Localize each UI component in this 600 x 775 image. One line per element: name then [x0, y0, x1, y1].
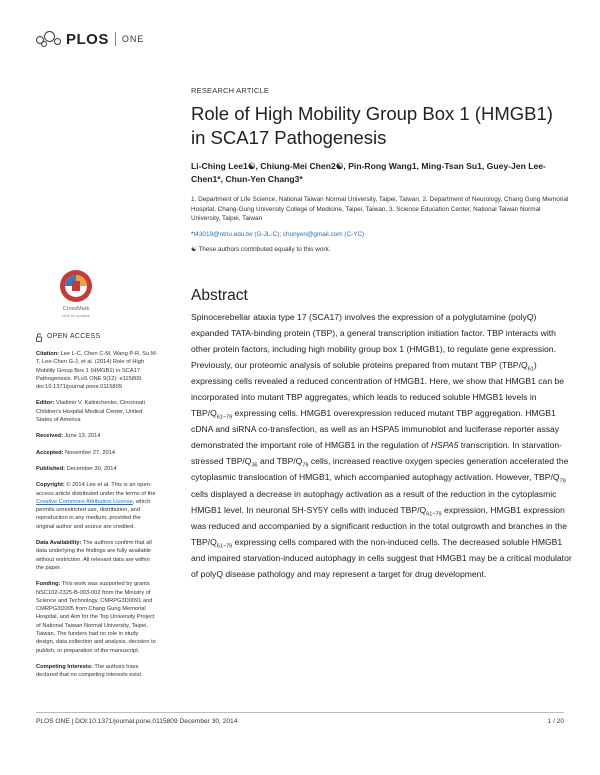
- email-prefix: *: [191, 231, 194, 238]
- abstract-heading: Abstract: [191, 287, 248, 304]
- article-type: RESEARCH ARTICLE: [191, 86, 270, 95]
- received-date: Received: June 13, 2014: [36, 433, 101, 440]
- editor-block: Editor: Vladimir V. Kalinichenko, Cincinnati Children's Hospital Medical Center, United States of America: [36, 400, 145, 424]
- open-access-label: OPEN ACCESS: [47, 333, 101, 341]
- license-link[interactable]: Creative Commons Attribution License: [36, 498, 133, 505]
- funding-block: Funding: This work was supported by grants NSC102-2325-B-003-002 from the Ministry of Science and Technology, CMRPG3D0091 and CMRPG3D005 from Chang Gung Memorial Hospital, and Aim for the Top University Project of National Taiwan Normal University, Taipei, Taiwan. The funders had no role in study design, data collection and analysis, decision to publish, or preparation of the manuscript.: [36, 581, 156, 654]
- abstract-body: Spinocerebellar ataxia type 17 (SCA17) involves the expression of a polyglutamine (polyQ) expanded TATA-binding protein (TBP), a general transcription initiation factor. TBP interacts with other protein factors, including high mobility group box 1 (HMGB1), to regulate gene expression. Previously, our proteomic analysis of soluble proteins prepared from mutant TBP $(TBP/Q_{61})$ expressing cells revealed a reduced concentration of HMGB1. Here, we show that HMGB1 can be incorporated into mutant TBP aggregates, which leads to reduced soluble HMGB1 levels in TBP/$Q_{61\sim 79}$ expressing cells. HMGB1 overexpression reduced mutant TBP aggregation. HMGB1 cDNA and siRNA co-transfection, as well as an HSPA5 immunoblot and luciferase reporter assay demonstrated the important role of HMGB1 in the regulation of HSPA5 transcription. In starvation-stressed TBP/$Q_{36}$ and TBP/$Q_{79}$ cells, increased reactive oxygen species generation accelerated the cytoplasmic translocation of HMGB1, which accompanied autophagy activation. However, TBP/$Q_{79}$ cells displayed a decrease in autophagy activation as a result of the reduction in the cytoplasmic HMGB1 level. In neuronal SH-SY5Y cells with induced TBP/$Q_{61\sim 79}$ expression, HMGB1 expression was reduced and accompanied by a significant reduction in the total outgrowth and branches in the TBP/$Q_{61\sim 79}$ expressing cells compared with the non-induced cells. The decreased soluble HMGB1 and impaired starvation-induced autophagy in cells suggest that HMGB1 may be a critical modulator of polyQ disease pathology and may represent a target for drug development.: [191, 312, 572, 579]
- equal-contribution-note: ☯ These authors contributed equally to this work.: [191, 246, 331, 253]
- open-access-badge: [36, 333, 158, 342]
- footer-divider: [36, 712, 564, 713]
- open-lock-icon: [36, 333, 42, 342]
- page-number: 1 / 20: [547, 718, 564, 725]
- email-separator: ;: [279, 231, 283, 238]
- article-info-sidebar: [36, 333, 158, 688]
- crossmark-sublabel: click for updates: [62, 314, 90, 318]
- corresponding-emails: [191, 231, 364, 238]
- accepted-date: Accepted: November 27, 2014: [36, 449, 116, 456]
- copyright-block: Copyright: © 2014 Lee et al. This is an open-access article distributed under the terms of the Creative Commons Attribution License, which permits unrestricted use, distribution, and reproduction in any medium, provided the original author and source are credited.: [36, 482, 156, 530]
- plos-logo[interactable]: [36, 30, 144, 48]
- crossmark-label: CrossMark: [62, 306, 90, 312]
- author-list: Li-Ching Lee1☯, Chiung-Mei Chen2☯, Pin-Rong Wang1, Ming-Tsan Su1, Guey-Jen Lee-Chen1*, Chun-Yen Chang3*: [191, 161, 546, 184]
- data-availability-block: Data Availability: The authors confirm that all data underlying the findings are fully available without restriction. All relevant data are within the paper.: [36, 540, 152, 571]
- crossmark-icon: [58, 268, 94, 320]
- affiliations: 1. Department of Life Science, National Taiwan Normal University, Taipei, Taiwan, 2. Department of Neurology, Chang Gung Memorial Hospital, Chang-Gung University College of Medicine, Taipei, Taiwan, 3. Science Education Center, National Taiwan Normal University, Taipei, Taiwan: [191, 196, 569, 222]
- published-date: Published: December 30, 2014: [36, 465, 117, 472]
- citation-block: Citation: Lee L-C, Chen C-M, Wang P-R, Su M-T, Lee-Chen G-J, et al. (2014) Role of High Mobility Group Box 1 (HMGB1) in SCA17 Pathogenesis. PLoS ONE 9(12): e115809. doi:10.1371/journal.pone.0115809: [36, 351, 158, 391]
- logo-journal: ONE: [121, 34, 145, 44]
- plos-circles-icon: [36, 30, 62, 48]
- article-title: Role of High Mobility Group Box 1 (HMGB1) in SCA17 Pathogenesis: [191, 103, 553, 148]
- email-link-2[interactable]: chunyen@gmail.com (C-YC): [282, 231, 365, 238]
- email-link-1[interactable]: t43019@ntnu.edu.tw (G-JL-C): [193, 231, 280, 238]
- logo-divider: [115, 32, 116, 46]
- competing-interests-block: Competing Interests: The authors have declared that no competing interests exist.: [36, 663, 143, 679]
- logo-text: PLOS: [66, 30, 109, 48]
- footer-citation: PLOS ONE | DOI:10.1371/journal.pone.0115809 December 30, 2014: [36, 718, 238, 725]
- crossmark-badge[interactable]: [58, 268, 94, 320]
